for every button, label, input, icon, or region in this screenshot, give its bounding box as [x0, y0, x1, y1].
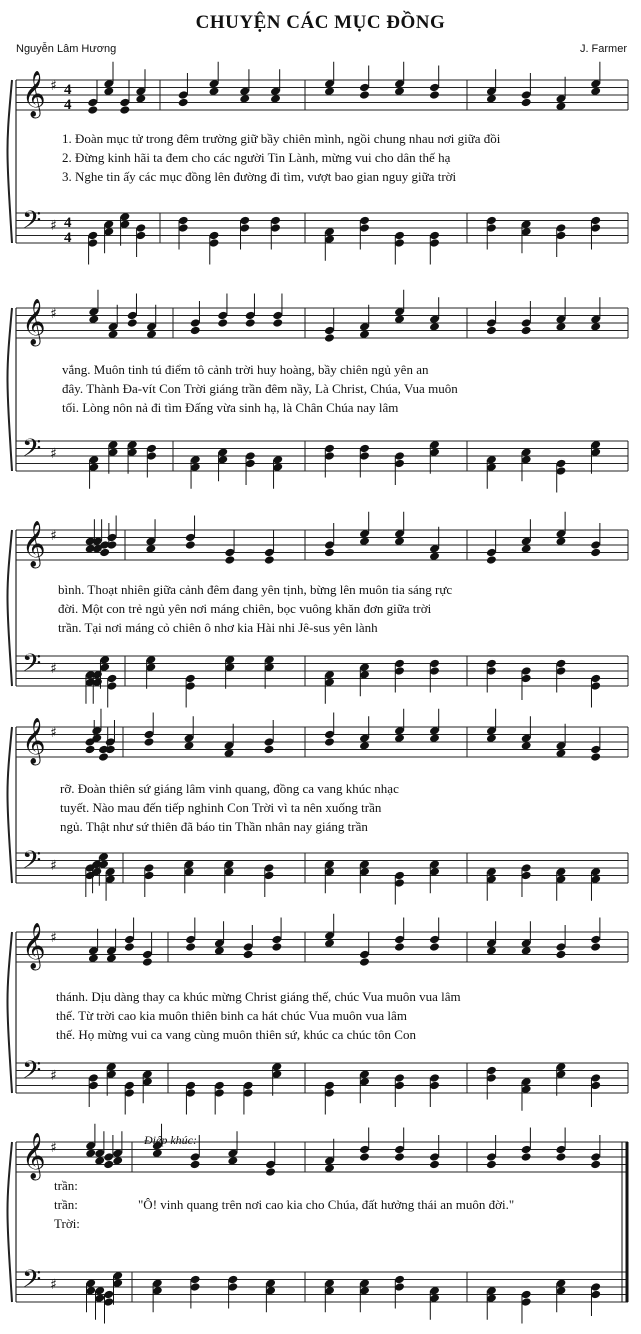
- note-head: [486, 709, 497, 743]
- verse-2-line: 2. Đừng kinh hãi ta đem cho các người Tin Lành, mừng vui cho dân thế hạ: [62, 150, 451, 165]
- note-head: [112, 1271, 123, 1305]
- note-head: [264, 531, 275, 565]
- note-head: [486, 921, 497, 955]
- note-head: [190, 301, 201, 335]
- note-head: [224, 859, 235, 893]
- verse-2-line: đây. Thành Đa-vít Con Trời giáng trần đêm nầy, Là Christ, Chúa, Vua muôn: [62, 381, 458, 396]
- key-signature-sharp-icon: ♯: [50, 218, 57, 234]
- verse-1-line: 1. Đoàn mục tử trong đêm trường giữ bầy chiên mình, ngồi chung nhau nơi giữa đồi: [62, 131, 501, 146]
- verse-2-line: thế. Từ trời cao kia muôn thiên binh ca hát chúc Vua muôn vua lâm: [56, 1008, 407, 1023]
- note-head: [429, 527, 440, 561]
- note-head: [555, 512, 566, 546]
- note-head: [190, 455, 201, 489]
- note-head: [429, 1135, 440, 1169]
- note-head: [590, 1073, 601, 1107]
- note-head: [359, 662, 370, 696]
- verse-1-line: bình. Thoạt nhiên giữa cảnh đêm đang yên tịnh, bừng lên muôn tia sáng rực: [58, 582, 453, 597]
- note-head: [214, 921, 225, 955]
- note-head: [142, 933, 153, 967]
- note-head: [555, 867, 566, 901]
- key-signature-sharp-icon: ♯: [50, 858, 57, 874]
- note-head: [359, 716, 370, 750]
- treble-staff: [16, 299, 628, 347]
- note-head: [217, 447, 228, 481]
- note-head: [227, 1131, 238, 1165]
- verse-3-line: ngủ. Thật như sứ thiên đã báo tin Thần nhân nay giáng trần: [60, 819, 368, 834]
- page-title: CHUYỆN CÁC MỤC ĐỒNG: [195, 12, 446, 33]
- note-head: [92, 519, 103, 553]
- note-head: [87, 231, 98, 265]
- note-head: [486, 531, 497, 565]
- note-head: [119, 212, 130, 246]
- note-head: [190, 1275, 201, 1309]
- note-head: [324, 859, 335, 893]
- note-head: [429, 1286, 440, 1320]
- note-head: [178, 216, 189, 250]
- note-head: [359, 512, 370, 546]
- key-signature-sharp-icon: ♯: [50, 725, 57, 741]
- note-head: [324, 1081, 335, 1115]
- note-head: [429, 440, 440, 474]
- note-head: [324, 713, 335, 747]
- note-head: [88, 929, 99, 963]
- note-head: [394, 1128, 405, 1162]
- key-signature-sharp-icon: ♯: [50, 1068, 57, 1084]
- note-head: [521, 921, 532, 955]
- verse-3-line: thế. Họ mừng vui ca vang cùng muôn thiên sứ, khúc ca chúc tôn Con: [56, 1027, 416, 1042]
- note-head: [324, 309, 335, 343]
- note-head: [208, 231, 219, 265]
- note-head: [245, 294, 256, 328]
- note-head: [227, 1275, 238, 1309]
- note-head: [359, 444, 370, 478]
- refrain-lyric: "Ô! vinh quang trên nơi cao kia cho Chúa, đất hưởng thái an muôn đời.": [138, 1197, 515, 1212]
- note-head: [555, 1278, 566, 1312]
- note-head: [88, 1073, 99, 1107]
- treble-clef-icon: 𝄞: [22, 718, 46, 764]
- note-head: [103, 1290, 114, 1324]
- note-head: [243, 925, 254, 959]
- note-head: [271, 1062, 282, 1096]
- note-head: [94, 1286, 105, 1320]
- note-head: [521, 863, 532, 897]
- note-head: [555, 1128, 566, 1162]
- note-head: [486, 69, 497, 103]
- note-head: [521, 73, 532, 107]
- note-head: [108, 440, 119, 474]
- note-head: [324, 444, 335, 478]
- note-head: [146, 305, 157, 339]
- verse-2-line: tuyết. Nào mau đến tiếp nghinh Con Trời vì ta nên xuống trần: [60, 800, 382, 815]
- note-head: [245, 451, 256, 485]
- treble-clef-icon: 𝄞: [22, 71, 46, 117]
- note-head: [486, 1066, 497, 1100]
- note-head: [590, 440, 601, 474]
- note-head: [324, 523, 335, 557]
- note-head: [521, 447, 532, 481]
- note-head: [185, 674, 196, 708]
- note-head: [91, 709, 102, 743]
- note-head: [429, 1073, 440, 1107]
- note-head: [486, 455, 497, 489]
- note-head: [590, 1282, 601, 1316]
- key-signature-sharp-icon: ♯: [50, 661, 57, 677]
- note-head: [239, 69, 250, 103]
- bass-clef-icon: 𝄢: [22, 434, 42, 469]
- note-head: [324, 670, 335, 704]
- note-head: [185, 516, 196, 550]
- note-head: [590, 62, 601, 96]
- note-head: [270, 69, 281, 103]
- note-head: [590, 674, 601, 708]
- note-head: [145, 655, 156, 689]
- verse-1-line: trần:: [54, 1178, 78, 1193]
- note-head: [521, 1290, 532, 1324]
- system-bracket: [8, 932, 13, 1093]
- note-head: [394, 709, 405, 743]
- note-head: [394, 451, 405, 485]
- note-head: [521, 519, 532, 553]
- note-head: [486, 216, 497, 250]
- note-head: [324, 1278, 335, 1312]
- note-head: [264, 655, 275, 689]
- note-head: [429, 859, 440, 893]
- note-head: [92, 670, 103, 704]
- note-head: [87, 81, 98, 115]
- bass-clef-icon: 𝄢: [22, 1265, 42, 1300]
- note-head: [555, 77, 566, 111]
- note-head: [124, 1081, 135, 1115]
- note-head: [265, 1278, 276, 1312]
- note-head: [359, 933, 370, 967]
- verse-1-line: thánh. Dịu dàng thay ca khúc mừng Christ giáng thế, chúc Vua muôn vua lâm: [56, 989, 461, 1004]
- note-head: [106, 674, 117, 708]
- note-head: [88, 290, 99, 324]
- note-head: [324, 62, 335, 96]
- note-head: [429, 709, 440, 743]
- note-head: [555, 459, 566, 493]
- note-head: [208, 62, 219, 96]
- note-head: [590, 867, 601, 901]
- note-head: [359, 66, 370, 100]
- note-head: [394, 231, 405, 265]
- note-head: [214, 1081, 225, 1115]
- note-head: [184, 859, 195, 893]
- note-head: [555, 724, 566, 758]
- note-head: [359, 305, 370, 339]
- note-head: [224, 655, 235, 689]
- lyricist-credit: Nguyễn Lâm Hương: [16, 43, 117, 55]
- note-head: [105, 867, 116, 901]
- note-head: [394, 871, 405, 905]
- note-head: [486, 1135, 497, 1169]
- note-head: [521, 219, 532, 253]
- note-head: [394, 918, 405, 952]
- note-head: [521, 1128, 532, 1162]
- note-head: [394, 1073, 405, 1107]
- note-head: [590, 918, 601, 952]
- system-bracket: [8, 1142, 13, 1302]
- note-head: [185, 918, 196, 952]
- note-head: [324, 914, 335, 948]
- note-head: [429, 659, 440, 693]
- treble-clef-icon: 𝄞: [22, 299, 46, 345]
- note-head: [590, 523, 601, 557]
- note-head: [142, 1069, 153, 1103]
- note-head: [88, 455, 99, 489]
- note-head: [486, 301, 497, 335]
- note-head: [521, 301, 532, 335]
- note-head: [135, 223, 146, 257]
- note-head: [271, 918, 282, 952]
- note-head: [272, 294, 283, 328]
- key-signature-sharp-icon: ♯: [50, 78, 57, 94]
- note-head: [239, 216, 250, 250]
- note-head: [555, 223, 566, 257]
- note-head: [224, 531, 235, 565]
- time-signature-bottom: 4: [64, 230, 72, 246]
- bass-clef-icon: 𝄢: [22, 206, 42, 241]
- verse-3-line: tối. Lòng nôn nả đi tìm Đấng vừa sinh hạ, là Chân Chúa nay lâm: [62, 400, 399, 415]
- system-bracket: [8, 80, 13, 243]
- verse-1-line: vắng. Muôn tinh tú điểm tô cảnh trời huy hoàng, bầy chiên ngủ yên an: [62, 362, 429, 377]
- note-head: [85, 863, 96, 897]
- note-head: [429, 918, 440, 952]
- note-head: [359, 216, 370, 250]
- note-head: [103, 1135, 114, 1169]
- note-head: [217, 294, 228, 328]
- note-head: [359, 1128, 370, 1162]
- bass-clef-icon: 𝄢: [22, 1056, 42, 1091]
- note-head: [429, 66, 440, 100]
- note-head: [152, 1278, 163, 1312]
- note-head: [184, 716, 195, 750]
- note-head: [555, 925, 566, 959]
- note-head: [394, 290, 405, 324]
- note-head: [146, 444, 157, 478]
- note-head: [521, 1077, 532, 1111]
- note-head: [429, 297, 440, 331]
- key-signature-sharp-icon: ♯: [50, 306, 57, 322]
- note-head: [555, 659, 566, 693]
- verse-3-line: 3. Nghe tin ấy các mục đồng lên đường đi tìm, vượt bao gian nguy giữa trời: [62, 169, 457, 184]
- treble-clef-icon: 𝄞: [22, 1133, 46, 1179]
- treble-clef-icon: 𝄞: [22, 521, 46, 567]
- verse-3-line: trần. Tại nơi máng cỏ chiên ô nhơ kia Hài nhi Jê-sus yên lành: [58, 620, 378, 635]
- note-head: [270, 216, 281, 250]
- note-head: [555, 1062, 566, 1096]
- treble-staff: [16, 923, 628, 971]
- treble-clef-icon: 𝄞: [22, 923, 46, 969]
- note-head: [394, 62, 405, 96]
- note-head: [145, 519, 156, 553]
- composer-credit: J. Farmer: [579, 43, 627, 55]
- note-head: [486, 1286, 497, 1320]
- verse-1-line: rỡ. Đoàn thiên sứ giáng lâm vinh quang, đồng ca vang khúc nhạc: [60, 781, 399, 796]
- refrain-label: Điệp khúc:: [144, 1133, 197, 1147]
- note-head: [590, 728, 601, 762]
- note-head: [590, 216, 601, 250]
- bass-staff: [16, 434, 628, 471]
- note-head: [359, 859, 370, 893]
- bass-clef-icon: 𝄢: [22, 649, 42, 684]
- key-signature-sharp-icon: ♯: [50, 1140, 57, 1156]
- verse-2-line: đời. Một con trẻ ngủ yên nơi máng chiên, bọc vuông khăn đơn giữa trời: [58, 601, 432, 616]
- note-head: [521, 666, 532, 700]
- note-head: [359, 1278, 370, 1312]
- note-head: [429, 231, 440, 265]
- note-head: [224, 724, 235, 758]
- note-head: [103, 62, 114, 96]
- note-head: [590, 1135, 601, 1169]
- note-head: [324, 227, 335, 261]
- note-head: [264, 863, 275, 897]
- key-signature-sharp-icon: ♯: [50, 528, 57, 544]
- note-head: [394, 1275, 405, 1309]
- note-head: [106, 929, 117, 963]
- note-head: [94, 1131, 105, 1165]
- note-head: [243, 1081, 254, 1115]
- note-head: [85, 1278, 96, 1312]
- note-head: [486, 867, 497, 901]
- note-head: [85, 1124, 96, 1158]
- key-signature-sharp-icon: ♯: [50, 930, 57, 946]
- note-head: [127, 440, 138, 474]
- system-bracket: [8, 727, 13, 883]
- note-head: [108, 305, 119, 339]
- note-head: [99, 655, 110, 689]
- note-head: [324, 1139, 335, 1173]
- music-system: [8, 1124, 629, 1324]
- note-head: [119, 81, 130, 115]
- note-head: [144, 863, 155, 897]
- note-head: [265, 1143, 276, 1177]
- time-signature-top: 4: [64, 215, 72, 231]
- time-signature-bottom: 4: [64, 97, 72, 113]
- note-head: [103, 219, 114, 253]
- note-head: [144, 713, 155, 747]
- verse-2-line: trần:: [54, 1197, 78, 1212]
- note-head: [555, 297, 566, 331]
- note-head: [178, 73, 189, 107]
- system-bracket: [8, 308, 13, 471]
- key-signature-sharp-icon: ♯: [50, 446, 57, 462]
- key-signature-sharp-icon: ♯: [50, 1277, 57, 1293]
- treble-staff: [16, 71, 628, 119]
- bass-clef-icon: 𝄢: [22, 846, 42, 881]
- note-head: [394, 512, 405, 546]
- note-head: [394, 659, 405, 693]
- note-head: [486, 659, 497, 693]
- note-head: [105, 720, 116, 754]
- time-signature-top: 4: [64, 82, 72, 98]
- note-head: [359, 1069, 370, 1103]
- note-head: [264, 720, 275, 754]
- note-head: [127, 294, 138, 328]
- system-bracket: [8, 530, 13, 686]
- verse-3-line: Trời:: [54, 1216, 80, 1231]
- note-head: [135, 69, 146, 103]
- note-head: [106, 516, 117, 550]
- note-head: [272, 455, 283, 489]
- note-head: [112, 1131, 123, 1165]
- note-head: [124, 918, 135, 952]
- note-head: [521, 716, 532, 750]
- note-head: [590, 297, 601, 331]
- note-head: [185, 1081, 196, 1115]
- note-head: [106, 1062, 117, 1096]
